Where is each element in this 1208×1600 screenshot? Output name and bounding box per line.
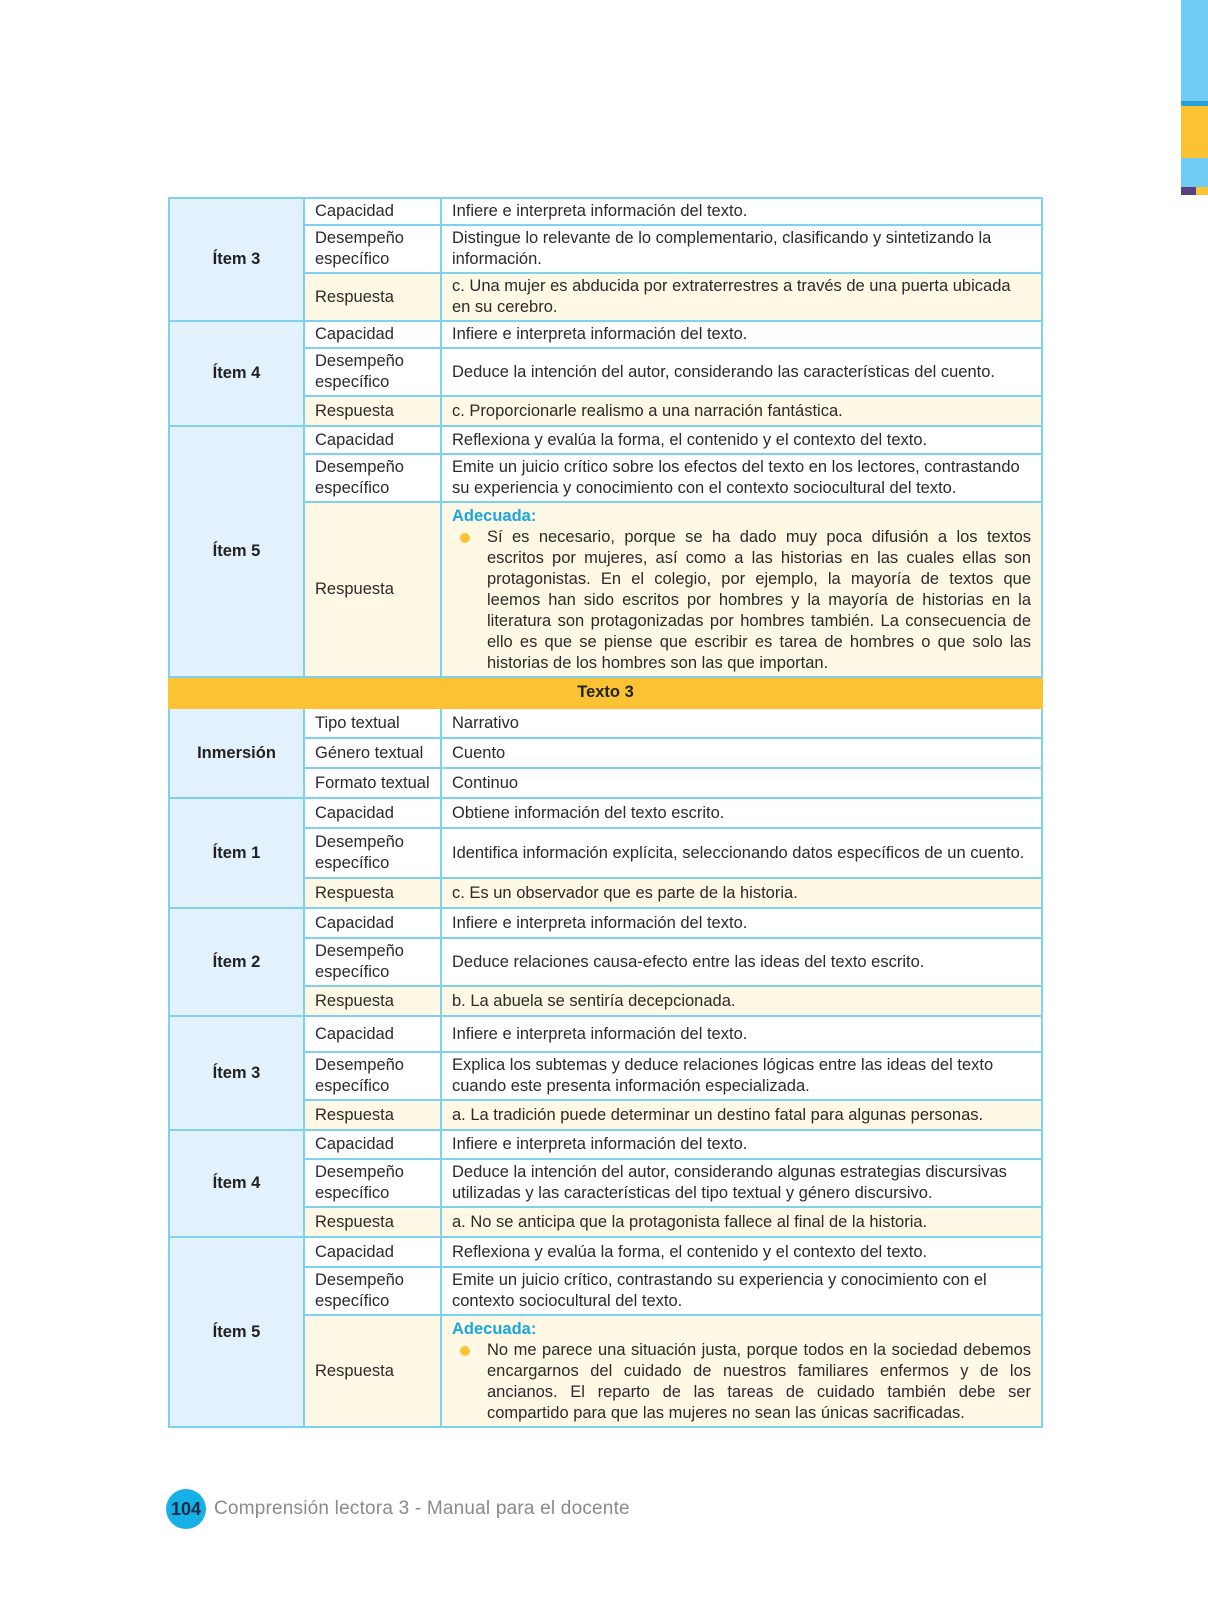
desempeno-label: Desempeño específico <box>304 1159 441 1207</box>
item-label: Ítem 5 <box>169 1237 304 1427</box>
respuesta-label: Respuesta <box>304 1315 441 1427</box>
page-footer <box>166 1490 630 1528</box>
desempeno-value: Deduce la intención del autor, considerando las características del cuento. <box>441 348 1042 396</box>
desempeno-label: Desempeño específico <box>304 1267 441 1315</box>
respuesta-label: Respuesta <box>304 396 441 426</box>
item-label: Ítem 1 <box>169 798 304 908</box>
item-label: Ítem 3 <box>169 198 304 321</box>
desempeno-value: Identifica información explícita, seleccionando datos específicos de un cuento. <box>441 828 1042 878</box>
respuesta-value: a. No se anticipa que la protagonista fallece al final de la historia. <box>441 1207 1042 1237</box>
desempeno-label: Desempeño específico <box>304 938 441 986</box>
genero-textual-label: Género textual <box>304 738 441 768</box>
desempeno-label: Desempeño específico <box>304 454 441 502</box>
capacidad-label: Capacidad <box>304 1016 441 1052</box>
respuesta-value: b. La abuela se sentiría decepcionada. <box>441 986 1042 1016</box>
edge-tab-stripe <box>1181 158 1208 165</box>
desempeno-label: Desempeño específico <box>304 225 441 273</box>
capacidad-value: Reflexiona y evalúa la forma, el contenido y el contexto del texto. <box>441 1237 1042 1267</box>
desempeno-value: Deduce la intención del autor, considerando algunas estrategias discursivas utilizadas y las características del tipo textual y género discursivo. <box>441 1159 1042 1207</box>
respuesta-cell <box>441 502 1042 677</box>
bullet-dot-icon <box>460 533 470 543</box>
item-label: Ítem 4 <box>169 1130 304 1237</box>
tipo-textual-label: Tipo textual <box>304 708 441 738</box>
desempeno-label: Desempeño específico <box>304 348 441 396</box>
item-label: Ítem 4 <box>169 321 304 426</box>
desempeno-label: Desempeño específico <box>304 828 441 878</box>
respuesta-value: a. La tradición puede determinar un destino fatal para algunas personas. <box>441 1100 1042 1130</box>
capacidad-label: Capacidad <box>304 1237 441 1267</box>
edge-tab-blue <box>1181 0 1208 101</box>
book-title: Comprensión lectora 3 - Manual para el docente <box>214 1498 630 1519</box>
desempeno-value: Emite un juicio crítico sobre los efectos del texto en los lectores, contrastando su experiencia y conocimiento con el contexto sociocultural del texto. <box>441 454 1042 502</box>
capacidad-label: Capacidad <box>304 321 441 348</box>
edge-tab-yellow <box>1181 106 1208 158</box>
respuesta-label: Respuesta <box>304 1100 441 1130</box>
capacidad-label: Capacidad <box>304 1130 441 1159</box>
edge-tab-blue <box>1181 165 1208 187</box>
respuesta-value: Sí es necesario, porque se ha dado muy poca difusión a los textos escritos por mujeres, así como a las historias en las cuales ellas son protagonistas. En el colegio, por ejemplo, la mayoría de textos que leemos han sido escritos por hombres y la mayoría de historias en la literatura son protagonizadas por hombres también. La consecuencia de ello es que se piense que escribir es tarea de hombres o que solo las historias de los hombres son las que importan. <box>487 527 1031 672</box>
item-label: Ítem 5 <box>169 426 304 677</box>
edge-tab-yellow <box>1196 187 1208 195</box>
respuesta-value: c. Proporcionarle realismo a una narración fantástica. <box>441 396 1042 426</box>
desempeno-label: Desempeño específico <box>304 1052 441 1100</box>
capacidad-value: Obtiene información del texto escrito. <box>441 798 1042 828</box>
respuesta-label: Respuesta <box>304 1207 441 1237</box>
tipo-textual-value: Narrativo <box>441 708 1042 738</box>
capacidad-label: Capacidad <box>304 426 441 454</box>
respuesta-value: c. Es un observador que es parte de la historia. <box>441 878 1042 908</box>
capacidad-value: Infiere e interpreta información del texto. <box>441 1016 1042 1052</box>
desempeno-value: Deduce relaciones causa-efecto entre las ideas del texto escrito. <box>441 938 1042 986</box>
capacidad-label: Capacidad <box>304 798 441 828</box>
capacidad-value: Infiere e interpreta información del texto. <box>441 1130 1042 1159</box>
item-label: Ítem 2 <box>169 908 304 1016</box>
capacidad-value: Infiere e interpreta información del texto. <box>441 198 1042 225</box>
bullet-dot-icon <box>460 1346 470 1356</box>
formato-textual-label: Formato textual <box>304 768 441 798</box>
desempeno-value: Distingue lo relevante de lo complementario, clasificando y sintetizando la información. <box>441 225 1042 273</box>
respuesta-value: No me parece una situación justa, porque todos en la sociedad debemos encargarnos del cuidado de nuestros familiares enfermos y de los ancianos. El reparto de las tareas de cuidado también debe ser compartido para que las mujeres no sean las únicas sacrificadas. <box>487 1340 1031 1422</box>
respuesta-label: Respuesta <box>304 986 441 1016</box>
adecuada-heading: Adecuada: <box>452 506 537 525</box>
desempeno-value: Emite un juicio crítico, contrastando su experiencia y conocimiento con el contexto sociocultural del texto. <box>441 1267 1042 1315</box>
inmersion-label: Inmersión <box>169 708 304 798</box>
section-title: Texto 3 <box>169 677 1042 708</box>
answer-bullet <box>452 527 1031 674</box>
answer-key-table <box>168 197 1043 1428</box>
capacidad-label: Capacidad <box>304 908 441 938</box>
capacidad-value: Infiere e interpreta información del texto. <box>441 908 1042 938</box>
capacidad-label: Capacidad <box>304 198 441 225</box>
respuesta-label: Respuesta <box>304 878 441 908</box>
edge-tab-purple <box>1181 187 1196 195</box>
page-number: 104 <box>166 1489 206 1529</box>
respuesta-label: Respuesta <box>304 273 441 321</box>
adecuada-heading: Adecuada: <box>452 1319 537 1338</box>
formato-textual-value: Continuo <box>441 768 1042 798</box>
genero-textual-value: Cuento <box>441 738 1042 768</box>
respuesta-cell <box>441 1315 1042 1427</box>
item-label: Ítem 3 <box>169 1016 304 1130</box>
capacidad-value: Reflexiona y evalúa la forma, el contenido y el contexto del texto. <box>441 426 1042 454</box>
answer-bullet <box>452 1340 1031 1424</box>
respuesta-label: Respuesta <box>304 502 441 677</box>
capacidad-value: Infiere e interpreta información del texto. <box>441 321 1042 348</box>
respuesta-value: c. Una mujer es abducida por extraterrestres a través de una puerta ubicada en su cerebro. <box>441 273 1042 321</box>
desempeno-value: Explica los subtemas y deduce relaciones lógicas entre las ideas del texto cuando este presenta información especializada. <box>441 1052 1042 1100</box>
